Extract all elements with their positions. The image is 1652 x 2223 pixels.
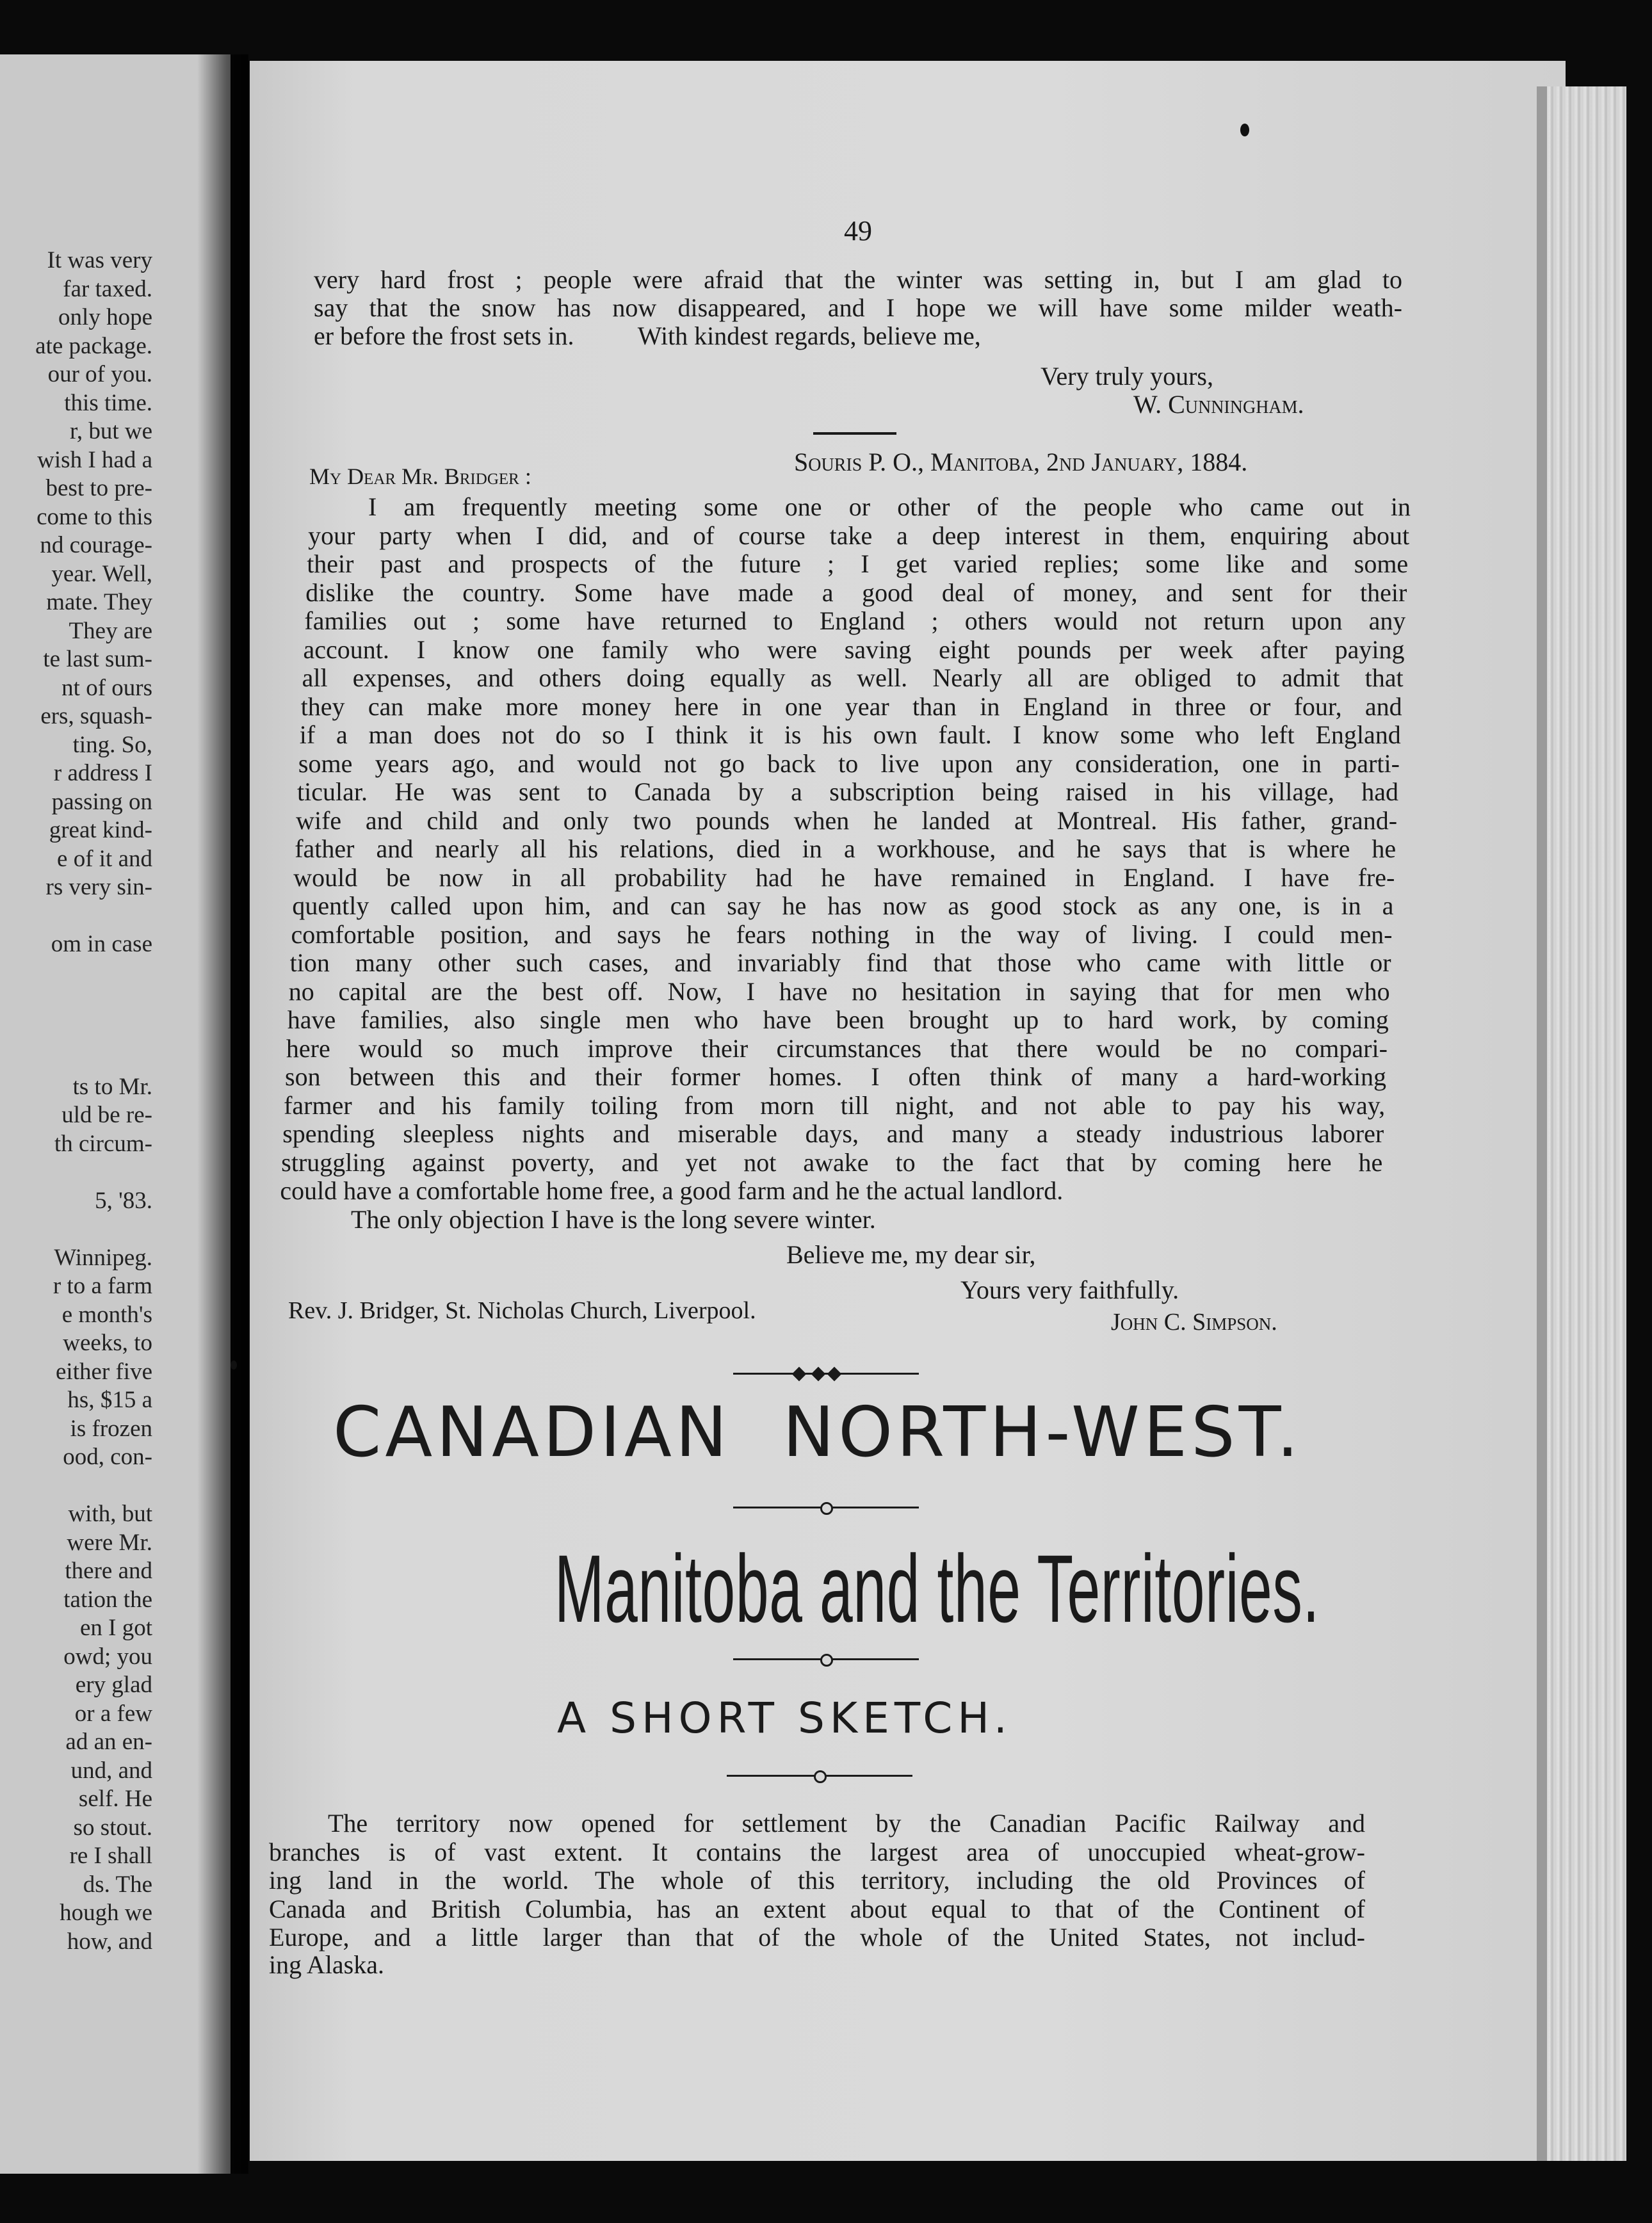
letter2-body-line: could have a comfortable home free, a good farm and he the actual landlord. — [280, 1176, 1064, 1205]
section-paragraph-line: The territory now opened for settlement by the Canadian Pacific Railway and — [328, 1809, 1365, 1838]
letter2-body-line: would be now in all probability had he have remained in England. I have fre- — [293, 863, 1395, 892]
previous-page-line: ts to Mr. — [72, 1073, 152, 1100]
letter2-body-line: son between this and their former homes. I often think of many a hard-working — [285, 1063, 1386, 1091]
letter2-body-line: struggling against poverty, and yet not awake to the fact that by coming here he — [281, 1148, 1383, 1177]
letter2-body-line: wife and child and only two pounds when he landed at Montreal. His father, grand- — [296, 806, 1398, 835]
previous-page-line — [35, 902, 152, 931]
section-paragraph-line: Europe, and a little larger than that of the whole of the United States, not includ- — [269, 1923, 1365, 1952]
previous-page-line: They are — [69, 617, 152, 644]
circle-rule-3 — [727, 1768, 912, 1784]
letter1-signature: W. Cunningham. — [1133, 390, 1304, 419]
letter2-body-line: all expenses, and others doing equally as well. Nearly all are obliged to admit that — [302, 664, 1404, 692]
previous-page-line: rs very sin- — [45, 874, 152, 900]
previous-page-line: en I got — [79, 1615, 152, 1641]
ornament-rule — [733, 1368, 919, 1380]
previous-page-line: r to a farm — [53, 1273, 152, 1299]
previous-page-line: this time. — [64, 389, 152, 416]
heading-canadian-north-west: CANADIAN NORTH-WEST. — [333, 1393, 1303, 1473]
letter2-body-line: families out ; some have returned to England ; others would not return upon any — [304, 607, 1406, 635]
previous-page-line: how, and — [67, 1928, 152, 1955]
previous-page-line: were Mr. — [67, 1529, 152, 1556]
section-paragraph-last: ing Alaska. — [269, 1950, 384, 1979]
section-paragraph-line: ing land in the world. The whole of this territory, including the old Provinces of — [269, 1866, 1365, 1895]
letter2-body-line: if a man does not do so I think it is his own fault. I know some who left England — [299, 721, 1401, 749]
page-edges — [1537, 86, 1626, 2161]
letter2-last-line: The only objection I have is the long severe winter. — [351, 1205, 876, 1234]
heading-short-sketch: A SHORT SKETCH. — [557, 1694, 1012, 1743]
letter2-body-line: I am frequently meeting some one or other of the people who came out in — [368, 493, 1411, 521]
previous-page-line: nd courage- — [40, 532, 152, 558]
previous-page-line — [35, 1016, 152, 1045]
letter2-body-line: father and nearly all his relations, died in a workhouse, and he says that is where he — [295, 835, 1397, 863]
letter2-body-line: comfortable position, and says he fears nothing in the way of living. I could men- — [291, 920, 1393, 949]
previous-page-line: far taxed. — [63, 275, 152, 302]
previous-page-line — [35, 1044, 152, 1073]
previous-page-line: owd; you — [63, 1643, 152, 1670]
previous-page-line: only hope — [58, 304, 152, 330]
letter2-body-line: dislike the country. Some have made a good deal of money, and sent for their — [305, 578, 1407, 607]
letter1-line-2: say that the snow has now disappeared, and I hope we will have some milder weath- — [314, 294, 1402, 322]
previous-page-line: e month's — [61, 1301, 152, 1328]
letter2-closing-2: Yours very faithfully. — [960, 1275, 1179, 1304]
previous-page-line: om in case — [51, 931, 152, 957]
previous-page-line: re I shall — [69, 1843, 152, 1869]
previous-page-line: Winnipeg. — [54, 1244, 152, 1271]
previous-page-line: ate package. — [35, 332, 152, 359]
previous-page-line: ad an en- — [65, 1729, 152, 1755]
circle-rule-2 — [733, 1652, 919, 1667]
letter2-body-line: they can make more money here in one year than in England in three or four, and — [300, 692, 1402, 721]
previous-page-line — [35, 1472, 152, 1501]
previous-page-text — [35, 247, 152, 1956]
previous-page-line: there and — [65, 1558, 152, 1584]
letter2-body-line: ticular. He was sent to Canada by a subscription being raised in his village, had — [297, 778, 1398, 806]
previous-page-line: mate. They — [46, 589, 152, 615]
previous-page-line: ting. So, — [72, 731, 152, 758]
page-number: 49 — [844, 215, 872, 247]
previous-page-line: ery glad — [75, 1672, 152, 1698]
previous-page-line — [35, 959, 152, 988]
previous-page-line: r address I — [53, 760, 152, 786]
previous-page-line: year. Well, — [51, 560, 152, 587]
letter2-addressee: Rev. J. Bridger, St. Nicholas Church, Liverpool. — [288, 1297, 756, 1324]
previous-page-line: our of you. — [47, 361, 152, 387]
letter1-line-1: very hard frost ; people were afraid that the winter was setting in, but I am glad to — [314, 266, 1402, 294]
previous-page-line: best to pre- — [45, 475, 152, 501]
letter2-body-line: quently called upon him, and can say he has now as good stock as any one, is in a — [292, 892, 1394, 920]
previous-page-line: is frozen — [70, 1415, 152, 1442]
letter2-body-line: here would so much improve their circumstances that there would be no compari- — [286, 1034, 1388, 1063]
letter2-closing-1: Believe me, my dear sir, — [786, 1240, 1036, 1269]
previous-page-line: great kind- — [49, 817, 152, 843]
letter2-body-line: some years ago, and would not go back to live upon any consideration, one in parti- — [298, 749, 1400, 778]
letter2-body-line: account. I know one family who were saving eight pounds per week after paying — [303, 635, 1405, 664]
previous-page-line: with, but — [68, 1501, 152, 1527]
divider-rule — [813, 432, 896, 435]
previous-page-line: hs, $15 a — [67, 1387, 152, 1413]
previous-page-line — [35, 1158, 152, 1187]
heading-manitoba: Manitoba and the Territories. — [555, 1535, 1320, 1642]
previous-page-line: ers, squash- — [40, 703, 152, 729]
previous-page-line: come to this — [36, 503, 152, 530]
circle-rule-1 — [733, 1500, 919, 1516]
ink-speck — [231, 1361, 237, 1370]
letter2-body-line: tion many other such cases, and invariably find that those who came with little or — [289, 949, 1391, 977]
letter2-salutation: My Dear Mr. Bridger : — [309, 464, 531, 489]
letter2-dateline: Souris P. O., Manitoba, 2nd January, 1884. — [794, 448, 1248, 476]
previous-page-line: either five — [56, 1358, 152, 1385]
letter1-line-3: er before the frost sets in. With kindest regards, believe me, — [314, 321, 981, 350]
letter2-body-line: spending sleepless nights and miserable days, and many a steady industrious laborer — [282, 1120, 1384, 1148]
section-paragraph-line: branches is of vast extent. It contains the largest area of unoccupied wheat-grow- — [269, 1838, 1365, 1866]
previous-page-line: te last sum- — [43, 646, 152, 672]
previous-page-line: th circum- — [54, 1130, 152, 1157]
letter2-body-line: no capital are the best off. Now, I have no hesitation in saying that for men who — [288, 977, 1390, 1006]
previous-page-line: wish I had a — [37, 446, 152, 473]
previous-page-line: uld be re- — [61, 1102, 152, 1128]
previous-page-line: tation the — [63, 1586, 152, 1613]
previous-page-line — [35, 987, 152, 1016]
previous-page-line: nt of ours — [61, 674, 152, 701]
previous-page-line: self. He — [78, 1786, 152, 1812]
letter1-closing: Very truly yours, — [1041, 362, 1213, 391]
letter2-body-line: have families, also single men who have been brought up to hard work, by coming — [287, 1006, 1389, 1034]
previous-page-line: und, and — [70, 1757, 152, 1784]
previous-page-line: passing on — [51, 788, 152, 815]
previous-page-line: weeks, to — [63, 1330, 152, 1356]
letter2-signature: John C. Simpson. — [1111, 1309, 1277, 1336]
previous-page — [0, 54, 231, 2174]
previous-page-line: so stout. — [73, 1814, 152, 1841]
previous-page-line: e of it and — [57, 845, 152, 872]
previous-page-line: ood, con- — [63, 1444, 152, 1470]
previous-page-line — [35, 1215, 152, 1244]
book-gutter — [197, 54, 248, 2174]
previous-page-line: 5, '83. — [95, 1187, 152, 1214]
letter2-body-line: your party when I did, and of course take a deep interest in them, enquiring about — [308, 521, 1410, 550]
previous-page-line: r, but we — [69, 418, 152, 444]
previous-page-line: It was very — [47, 247, 152, 273]
ink-speck — [1240, 124, 1249, 136]
previous-page-line: or a few — [74, 1700, 152, 1727]
letter2-body-line: farmer and his family toiling from morn till night, and not able to pay his way, — [284, 1091, 1386, 1120]
letter2-body-line: their past and prospects of the future ; I get varied replies; some like and some — [307, 550, 1409, 578]
previous-page-line: hough we — [60, 1900, 152, 1926]
previous-page-line: ds. The — [83, 1871, 152, 1898]
section-paragraph-line: Canada and British Columbia, has an extent about equal to that of the Continent of — [269, 1895, 1365, 1923]
